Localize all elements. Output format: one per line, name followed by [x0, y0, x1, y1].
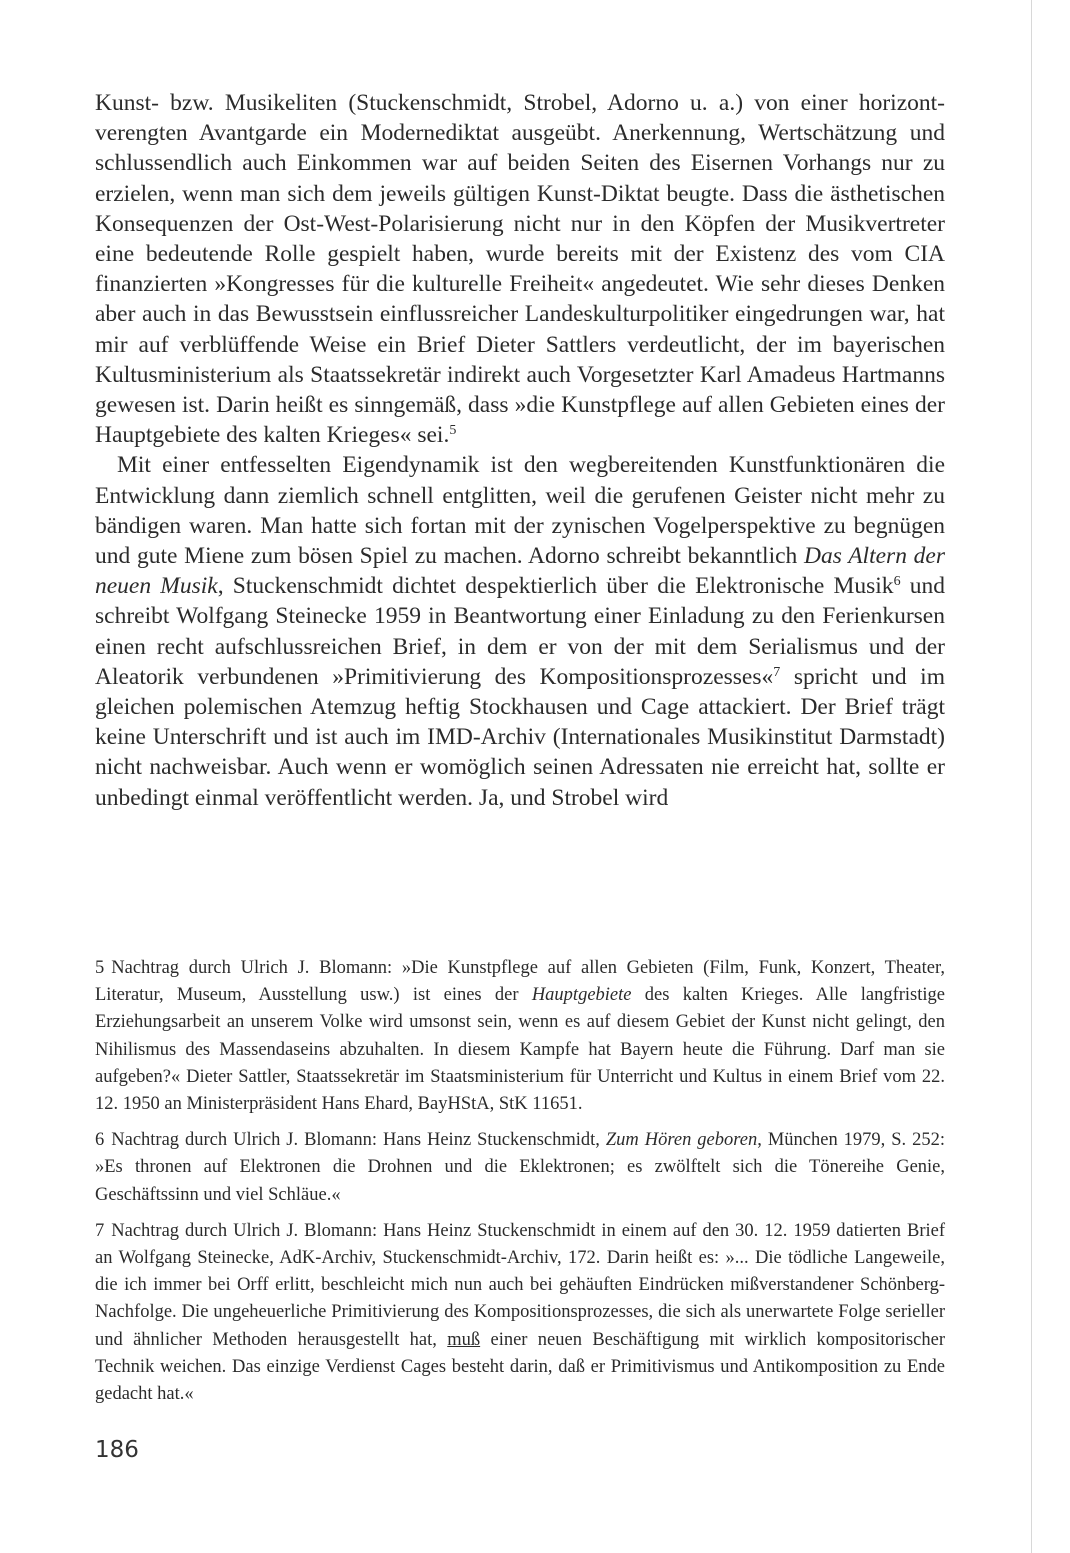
main-text-body: [95, 88, 945, 813]
footnote-6-number: 6: [95, 1130, 105, 1151]
page-edge-line: [1031, 0, 1032, 1553]
footnote-5-number: 5: [95, 958, 105, 978]
footnote-ref-6: 6: [893, 574, 901, 590]
footnote-5-emphasis: Hauptgebiete: [531, 985, 632, 1006]
paragraph-1-text: Kunst- bzw. Musikeliten (Stuckenschmidt, Strobel, Adorno u. a.) von einer horizontverengten Avantgarde ein Modernediktat ausgeübt. Anerkennung, Wertschätzung und schlussendlich auch Einkommen war auf beiden Seiten des Eisernen Vorhangs nur zu erzielen, wenn man sich dem jeweils gültigen Kunst-Diktat beugte. Dass die ästhetischen Konsequenzen der Ost-West-Polarisierung nicht nur in den Köpfen der Musikvertreter eine bedeutende Rolle gespielt haben, wurde bereits mit der Existenz des vom CIA finanzierten »Kongresses für die kulturelle Freiheit« angedeutet. Wie sehr dieses Denken aber auch in das Bewusstsein einflussreicher Landeskulturpolitiker eingedrungen war, hat mir auf verblüffende Weise ein Brief Dieter Sattlers verdeutlicht, der im bayerischen Kultusministerium als Staatssekretär indirekt auch Vorgesetzter Karl Amadeus Hartmanns gewesen ist. Darin heißt es sinngemäß, dass »die Kunstpflege auf allen Gebieten eines der Hauptgebiete des kalten Krieges« sei.: [95, 90, 945, 449]
footnote-6-text-b: , München 1979, S. 252: »Es thronen auf Elektronen die Drohnen und die Eklektronen; es zwölftelt sich die Tönereihe Genie, Geschäftssinn und viel Schläue.«: [95, 1130, 945, 1205]
footnote-5-text-a: Nachtrag durch Ulrich J. Blomann: »Die Kunstpflege auf allen Gebieten (Film, Funk, Konzert, Theater, Literatur, Museum, Ausstellung usw.) ist eines der: [95, 958, 945, 1006]
footnote-7: [95, 1218, 945, 1408]
footnote-5: [95, 955, 945, 1118]
book-title-altern: Das Altern der neuen Musik: [95, 543, 945, 600]
footnote-5-text-b: des kalten Krieges. Alle langfristige Erziehungsarbeit an unserem Volke wird umsonst sein, wenn es auf diesem Gebiet der Kunst nicht gelingt, den Nihilismus des Massendaseins abzuhalten. In diesem Kampfe hat Bayern heute die Führung. Darf man sie aufgeben?« Dieter Sattler, Staatssekretär im Staatsministerium für Unterricht und Kultus in einem Brief vom 22. 12. 1950 an Ministerpräsident Hans Ehard, BayHStA, StK 11651.: [95, 985, 945, 1115]
page-number: 186: [95, 1437, 139, 1463]
paragraph-2-text-a: Mit einer entfesselten Eigendynamik ist den wegbereitenden Kunstfunktionären die Entwicklung dann ziemlich schnell entglitten, weil die gerufenen Geister nicht mehr zu bändigen waren. Man hatte sich fortan mit der zynischen Vogelperspektive zu begnügen und gute Miene zum bösen Spiel zu machen. Adorno schreibt bekanntlich: [95, 452, 945, 570]
footnote-7-underlined-word: muß: [447, 1329, 481, 1350]
footnotes-section: [95, 955, 945, 1417]
footnote-6: [95, 1127, 945, 1209]
footnote-ref-5: 5: [449, 423, 457, 439]
paragraph-2-text-d: spricht und im gleichen polemischen Atemzug heftig Stockhausen und Cage attackiert. Der Brief trägt keine Unterschrift und ist auch im IMD-Archiv (Internationales Musikinstitut Darmstadt) nicht nachweisbar. Auch wenn er womöglich seinen Adressaten nie erreicht hat, sollte er unbedingt einmal veröffentlicht werden. Ja, und Strobel wird: [95, 663, 945, 811]
paragraph-2-text-c: und schreibt Wolfgang Steinecke 1959 in Beantwortung einer Einladung zu den Ferienkursen einen recht aufschlussreichen Brief, in dem er von der mit dem Serialismus und der Aleatorik verbundenen »Primitivierung des Kompositionsprozesses«: [95, 573, 946, 690]
paragraph-1: [95, 88, 945, 450]
footnote-6-text-a: Nachtrag durch Ulrich J. Blomann: Hans Heinz Stuckenschmidt,: [111, 1130, 606, 1151]
footnote-ref-7: 7: [773, 664, 781, 680]
footnote-7-text-b: einer neuen Beschäftigung mit wirklich kompositorischer Technik weichen. Das einzige Verdienst Cages besteht darin, daß er Primitivismus und Antikomposition zu Ende gedacht hat.«: [95, 1329, 945, 1405]
footnote-7-text-a: Nachtrag durch Ulrich J. Blomann: Hans Heinz Stuckenschmidt in einem auf den 30. 12. 1959 datierten Brief an Wolfgang Steinecke, AdK-Archiv, Stuckenschmidt-Archiv, 172. Darin heißt es: »... Die tödliche Langeweile, die ich immer bei Orff erlitt, beschleicht mich nun auch bei gehäuften Eindrücken mißverstandener Schönberg-Nachfolge. Die ungeheuerliche Primitivierung des Kompositionsprozesses, die sich als unerwartete Folge serieller und ähnlicher Methoden herausgestellt hat,: [95, 1220, 945, 1350]
footnote-6-book-title: Zum Hören geboren: [605, 1130, 758, 1151]
footnote-7-number: 7: [95, 1220, 105, 1241]
paragraph-2: [95, 450, 945, 812]
paragraph-2-text-b: , Stuckenschmidt dichtet despektierlich über die Elektronische Musik: [217, 573, 894, 600]
